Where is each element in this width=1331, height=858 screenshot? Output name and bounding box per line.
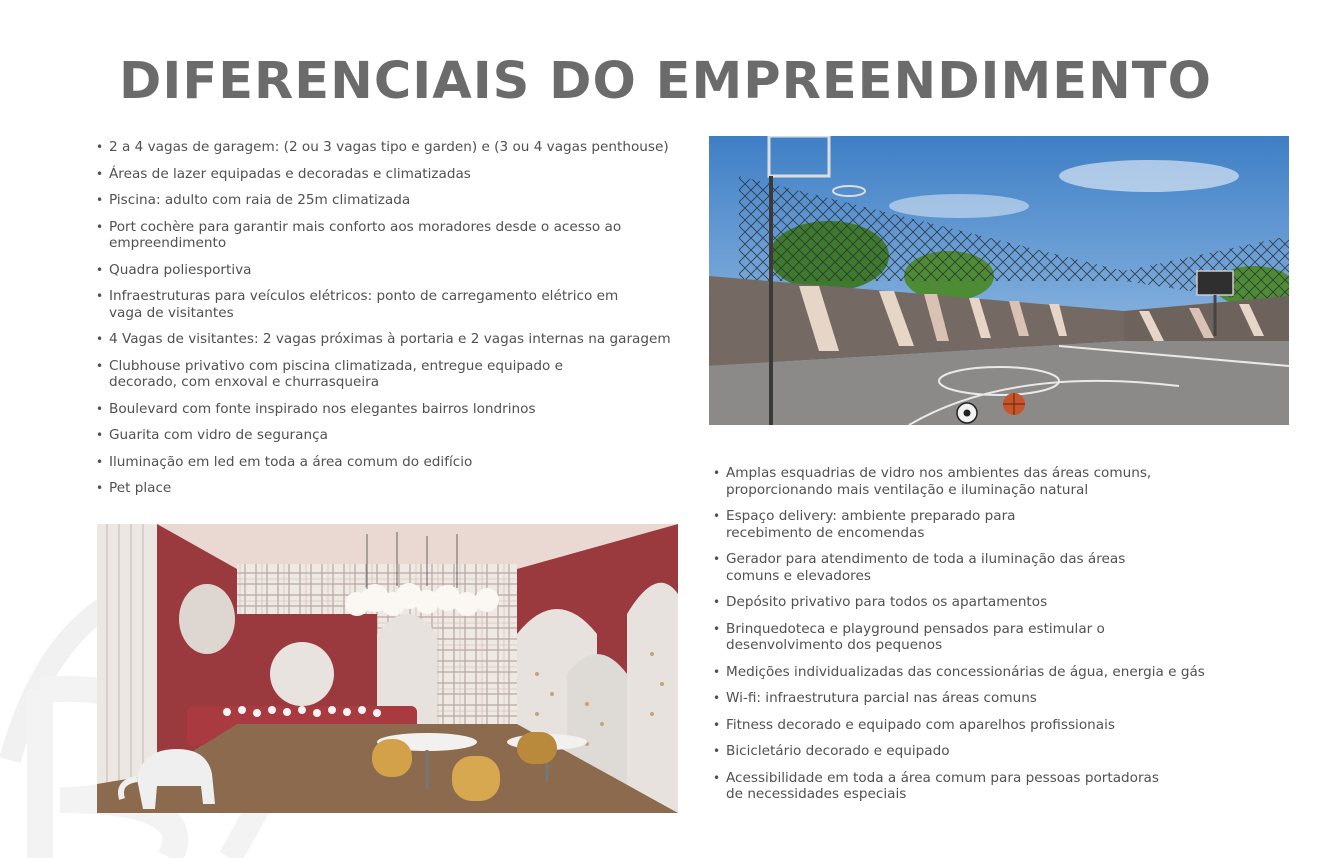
feature-item: • Brinquedoteca e playground pensados para estimular o desenvolvimento dos pequenos (713, 621, 1136, 654)
feature-item: • Quadra poliesportiva (96, 262, 671, 279)
features-list-left (96, 139, 671, 497)
feature-item: • Áreas de lazer equipadas e decoradas e climatizadas (96, 166, 671, 183)
feature-item: • Clubhouse privativo com piscina climatizada, entregue equipado e decorado, com enxoval e churrasqueira (96, 358, 589, 391)
playroom-image (97, 524, 678, 813)
feature-item: • Medições individualizadas das concessionárias de água, energia e gás (713, 664, 1233, 681)
feature-item: • Wi-fi: infraestrutura parcial nas áreas comuns (713, 690, 1233, 707)
features-list-right (713, 465, 1233, 803)
feature-item: • 4 Vagas de visitantes: 2 vagas próximas à portaria e 2 vagas internas na garagem (96, 331, 671, 348)
feature-item: • Guarita com vidro de segurança (96, 427, 671, 444)
feature-item: • Infraestruturas para veículos elétricos: ponto de carregamento elétrico em vaga de visitantes (96, 288, 649, 321)
feature-item: • Amplas esquadrias de vidro nos ambientes das áreas comuns, proporcionando mais ventilação e iluminação natural (713, 465, 1186, 498)
feature-item: • Bicicletário decorado e equipado (713, 743, 1233, 760)
feature-item: • Port cochère para garantir mais conforto aos moradores desde o acesso ao empreendimento (96, 219, 639, 252)
sports-court-image (709, 136, 1289, 425)
feature-item: • Acessibilidade em toda a área comum para pessoas portadoras de necessidades especiais (713, 770, 1176, 803)
feature-item: • Depósito privativo para todos os apartamentos (713, 594, 1233, 611)
feature-item: • Pet place (96, 480, 671, 497)
feature-item: • Fitness decorado e equipado com aparelhos profissionais (713, 717, 1233, 734)
feature-item: • 2 a 4 vagas de garagem: (2 ou 3 vagas tipo e garden) e (3 ou 4 vagas penthouse) (96, 139, 671, 156)
feature-item: • Piscina: adulto com raia de 25m climatizada (96, 192, 671, 209)
feature-item: • Iluminação em led em toda a área comum do edifício (96, 454, 671, 471)
feature-item: • Espaço delivery: ambiente preparado para recebimento de encomendas (713, 508, 1036, 541)
feature-item: • Gerador para atendimento de toda a iluminação das áreas comuns e elevadores (713, 551, 1146, 584)
feature-item: • Boulevard com fonte inspirado nos elegantes bairros londrinos (96, 401, 671, 418)
page-title: DIFERENCIAIS DO EMPREENDIMENTO (119, 52, 1212, 111)
